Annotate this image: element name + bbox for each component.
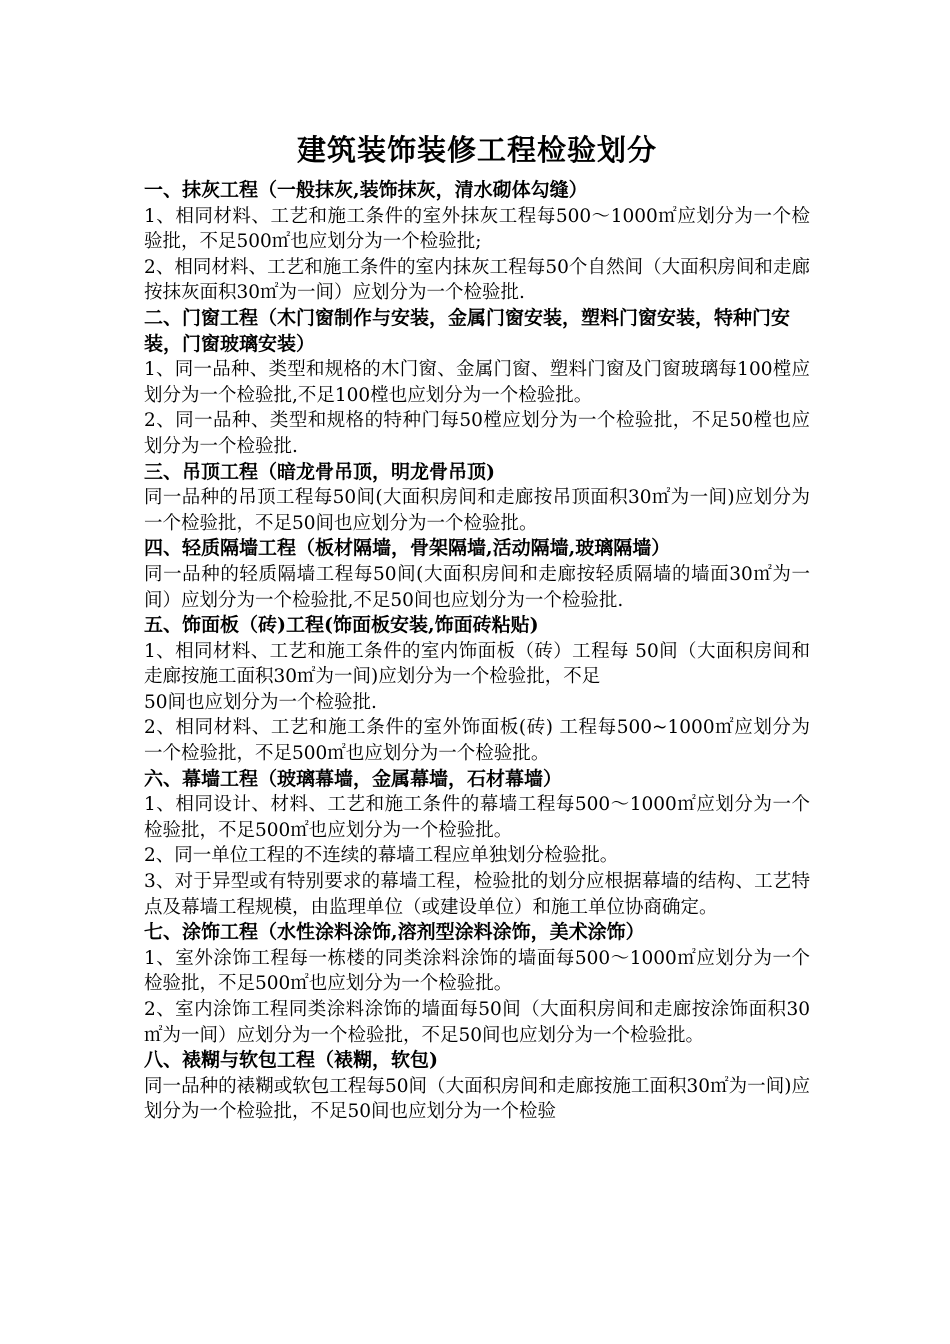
section-heading: 六、幕墙工程（玻璃幕墙，金属幕墙，石材幕墙） — [144, 767, 563, 790]
section-partition-wall — [144, 536, 810, 613]
section-heading: 八、裱糊与软包工程（裱糊，软包) — [144, 1049, 438, 1072]
section-paragraph: 1、相同材料、工艺和施工条件的室内饰面板（砖）工程每 50间（大面积房间和走廊按施工面积30㎡为一间)应划分为一个检验批，不足 — [144, 640, 810, 688]
section-paragraph: 1、室外涂饰工程每一栋楼的同类涂料涂饰的墙面每500～1000㎡应划分为一个检验批，不足500㎡也应划分为一个检验批。 — [144, 947, 810, 995]
section-paragraph: 2、相同材料、工艺和施工条件的室外饰面板(砖) 工程每500~1000㎡应划分为一个检验批，不足500㎡也应划分为一个检验批。 — [144, 717, 810, 765]
section-paragraph: 同一品种的轻质隔墙工程每50间(大面积房间和走廊按轻质隔墙的墙面30㎡为一间）应划分为一个检验批,不足50间也应划分为一个检验批. — [144, 563, 810, 611]
section-curtain-wall — [144, 767, 810, 921]
section-heading: 三、吊顶工程（暗龙骨吊顶，明龙骨吊顶) — [144, 460, 495, 483]
section-doors-windows — [144, 306, 810, 460]
section-paragraph: 1、相同设计、材料、工艺和施工条件的幕墙工程每500～1000㎡应划分为一个检验批，不足500㎡也应划分为一个检验批。 — [144, 794, 810, 841]
section-paragraph: 2、室内涂饰工程同类涂料涂饰的墙面每50间（大面积房间和走廊按涂饰面积30㎡为一间）应划分为一个检验批，不足50间也应划分为一个检验批。 — [144, 999, 810, 1046]
section-heading: 四、轻质隔墙工程（板材隔墙，骨架隔墙,活动隔墙,玻璃隔墙） — [144, 537, 671, 560]
section-paragraph: 2、同一单位工程的不连续的幕墙工程应单独划分检验批。 — [144, 845, 619, 867]
section-heading: 二、门窗工程（木门窗制作与安装，金属门窗安装，塑料门窗安装，特种门安装，门窗玻璃安装） — [144, 306, 791, 355]
section-coating — [144, 920, 810, 1048]
section-heading: 一、抹灰工程（一般抹灰,装饰抹灰，清水砌体勾缝） — [144, 179, 588, 201]
section-paragraph: 1、同一品种、类型和规格的木门窗、金属门窗、塑料门窗及门窗玻璃每100樘应划分为一个检验批,不足100樘也应划分为一个检验批。 — [144, 359, 810, 406]
section-paragraph: 3、对于异型或有特别要求的幕墙工程，检验批的划分应根据幕墙的结构、工艺特点及幕墙工程规模，由监理单位（或建设单位）和施工单位协商确定。 — [144, 871, 810, 918]
section-ceiling — [144, 460, 810, 537]
section-wallpaper-upholstery — [144, 1048, 810, 1125]
section-facing-tiles — [144, 613, 810, 767]
document-title: 建筑装饰装修工程检验划分 — [296, 133, 657, 167]
section-heading: 七、涂饰工程（水性涂料涂饰,溶剂型涂料涂饰，美术涂饰） — [144, 921, 645, 944]
section-paragraph: 1、相同材料、工艺和施工条件的室外抹灰工程每500～1000㎡应划分为一个检验批，不足500㎡也应划分为一个检验批; — [144, 205, 810, 253]
section-paragraph: 2、相同材料、工艺和施工条件的室内抹灰工程每50个自然间（大面积房间和走廊按抹灰面积30㎡为一间）应划分为一个检验批. — [144, 256, 810, 304]
section-paragraph: 2、同一品种、类型和规格的特种门每50樘应划分为一个检验批，不足50樘也应划分为一个检验批. — [144, 410, 810, 457]
section-paragraph: 同一品种的裱糊或软包工程每50间（大面积房间和走廊按施工面积30㎡为一间)应划分为一个检验批，不足50间也应划分为一个检验 — [144, 1075, 810, 1123]
section-plastering — [144, 178, 810, 306]
section-heading: 五、饰面板（砖)工程(饰面板安装,饰面砖粘贴) — [144, 614, 539, 637]
section-paragraph: 同一品种的吊顶工程每50间(大面积房间和走廊按吊顶面积30㎡为一间)应划分为一个检验批，不足50间也应划分为一个检验批。 — [144, 487, 810, 534]
section-paragraph: 50间也应划分为一个检验批. — [144, 691, 377, 713]
